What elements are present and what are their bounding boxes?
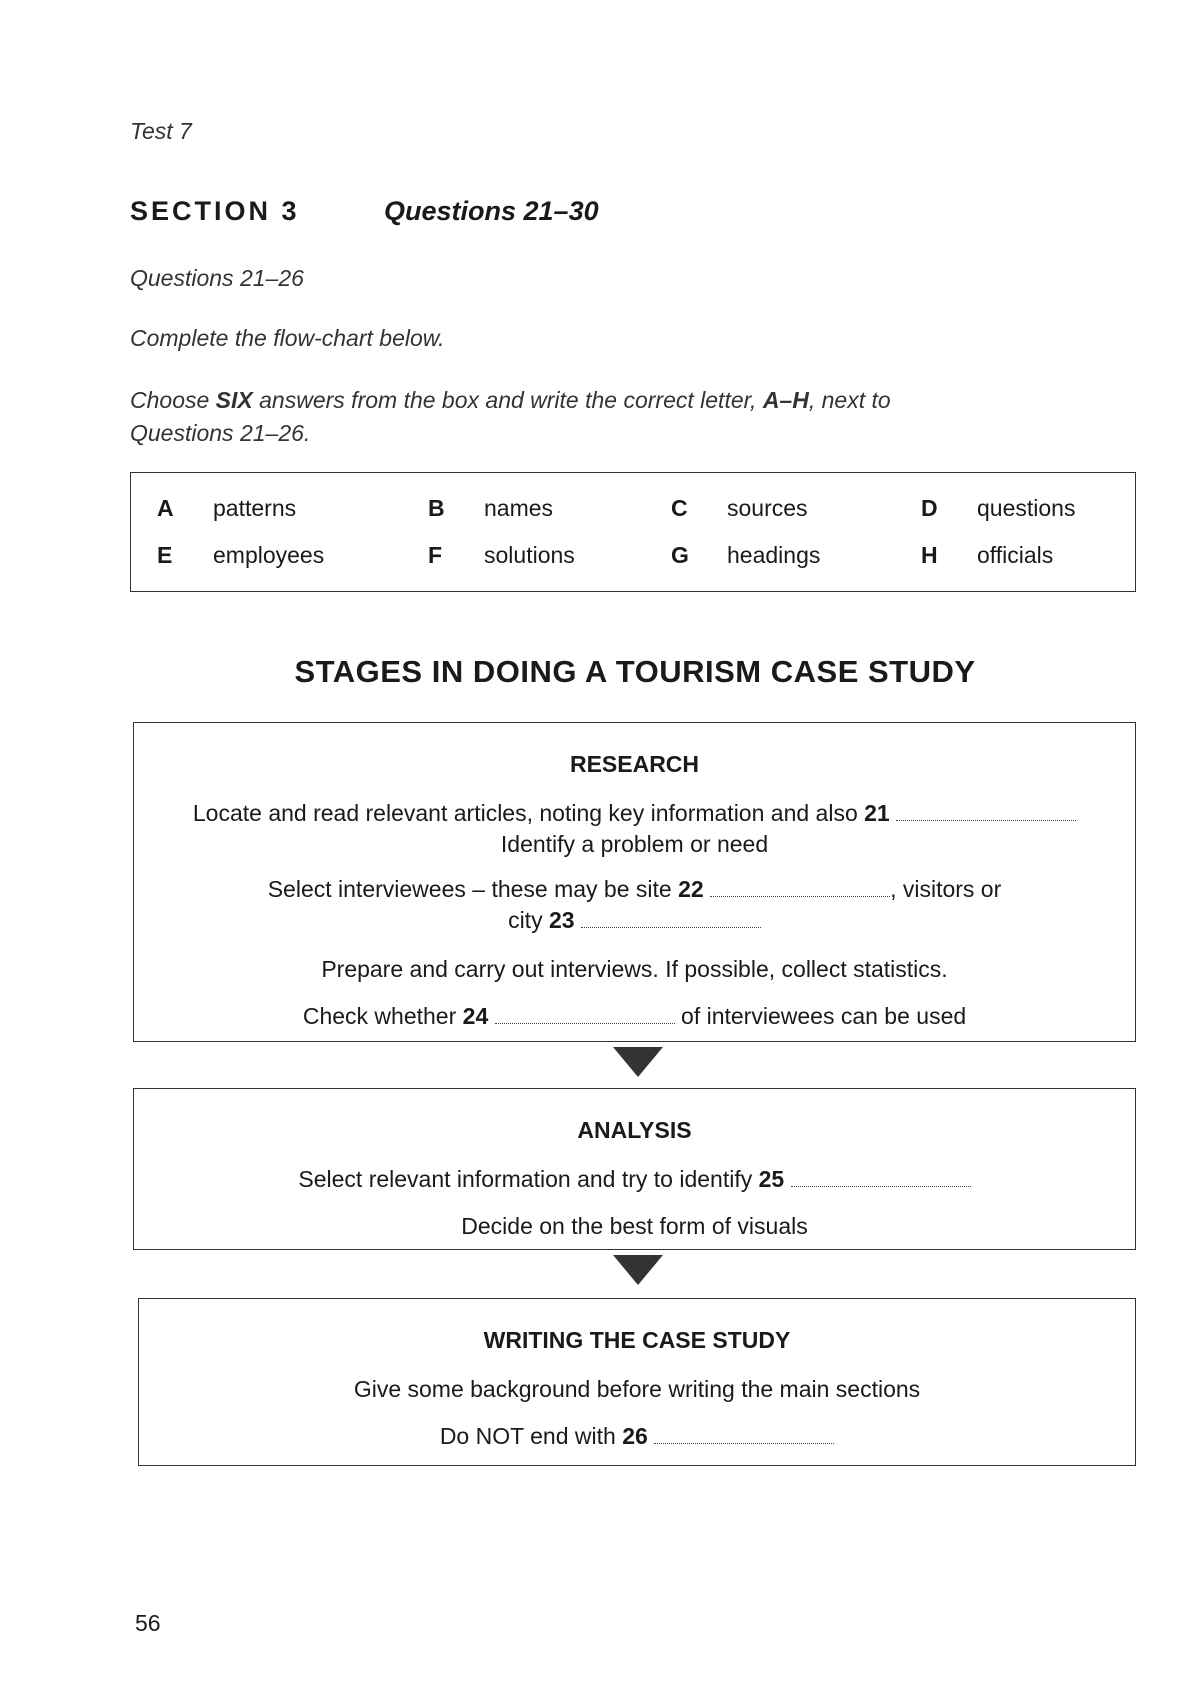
line-text: Select relevant information and try to identify bbox=[298, 1166, 759, 1192]
choice-word: headings bbox=[727, 542, 821, 568]
page-number: 56 bbox=[135, 1610, 161, 1636]
answer-blank[interactable] bbox=[791, 1168, 971, 1187]
analysis-line-2: Decide on the best form of visuals bbox=[461, 1213, 808, 1239]
choose-pre: Choose bbox=[130, 387, 216, 413]
choice-word: patterns bbox=[213, 495, 297, 521]
answer-blank[interactable] bbox=[495, 1005, 675, 1024]
answer-blank[interactable] bbox=[710, 878, 890, 897]
stage-research bbox=[133, 722, 1136, 1042]
flowchart-title: STAGES IN DOING A TOURISM CASE STUDY bbox=[294, 654, 976, 689]
stage-title: RESEARCH bbox=[569, 751, 700, 777]
test-label: Test 7 bbox=[130, 118, 192, 144]
question-number: 26 bbox=[622, 1423, 648, 1449]
question-number: 24 bbox=[462, 1003, 489, 1029]
sub-questions-label: Questions 21–26 bbox=[130, 265, 304, 291]
choice-letter: B bbox=[428, 495, 445, 521]
instruction-complete: Complete the flow-chart below. bbox=[130, 325, 445, 351]
research-line-3 bbox=[134, 876, 1135, 903]
line-text: of interviewees can be used bbox=[674, 1003, 967, 1029]
line-text: Do NOT end with bbox=[439, 1423, 623, 1449]
answer-blank[interactable] bbox=[654, 1425, 834, 1444]
choice-word: solutions bbox=[484, 542, 575, 568]
research-line-5: Prepare and carry out interviews. If possible, collect statistics. bbox=[321, 956, 948, 982]
choice-word: sources bbox=[727, 495, 808, 521]
choose-line2: Questions 21–26. bbox=[130, 420, 311, 446]
research-line-6 bbox=[134, 1003, 1135, 1030]
stage-title: ANALYSIS bbox=[577, 1117, 692, 1143]
choice-letter: G bbox=[671, 542, 689, 568]
choice-letter: C bbox=[671, 495, 688, 521]
research-line-4 bbox=[134, 907, 1135, 934]
research-line-2: Identify a problem or need bbox=[500, 831, 769, 857]
instruction-choose bbox=[130, 384, 1130, 450]
section-heading: SECTION 3 bbox=[130, 196, 300, 226]
choose-mid: answers from the box and write the correct letter, bbox=[252, 387, 763, 413]
question-number: 25 bbox=[758, 1166, 785, 1192]
analysis-line-1 bbox=[134, 1166, 1135, 1193]
choice-letter: H bbox=[921, 542, 938, 568]
flow-arrow-down-icon bbox=[613, 1047, 663, 1077]
choice-word: names bbox=[484, 495, 554, 521]
answer-choices-box bbox=[130, 472, 1136, 592]
choose-post: , next to bbox=[808, 387, 891, 413]
choose-six: SIX bbox=[215, 387, 253, 413]
question-number: 21 bbox=[864, 800, 890, 826]
answer-blank[interactable] bbox=[581, 909, 761, 928]
writing-line-1: Give some background before writing the main sections bbox=[353, 1376, 921, 1402]
line-text: Select interviewees – these may be site bbox=[267, 876, 679, 902]
question-number: 23 bbox=[548, 907, 575, 933]
choice-letter: F bbox=[428, 542, 443, 568]
writing-line-2 bbox=[139, 1423, 1135, 1450]
line-text: city bbox=[508, 907, 549, 933]
research-line-1 bbox=[134, 800, 1135, 827]
choice-letter: E bbox=[157, 542, 173, 568]
choice-letter: D bbox=[921, 495, 938, 521]
line-text: Check whether bbox=[302, 1003, 463, 1029]
choice-letter: A bbox=[157, 495, 174, 521]
choice-word: employees bbox=[213, 542, 325, 568]
line-text: Locate and read relevant articles, noting key information and also bbox=[192, 800, 865, 826]
flow-arrow-down-icon bbox=[613, 1255, 663, 1285]
section-questions: Questions 21–30 bbox=[384, 196, 599, 226]
choice-word: questions bbox=[977, 495, 1076, 521]
line-text: , visitors or bbox=[890, 876, 1002, 902]
question-number: 22 bbox=[678, 876, 704, 902]
answer-blank[interactable] bbox=[896, 802, 1076, 821]
stage-analysis bbox=[133, 1088, 1136, 1250]
choose-range: A–H bbox=[762, 387, 809, 413]
stage-title: WRITING THE CASE STUDY bbox=[483, 1327, 791, 1353]
stage-writing bbox=[138, 1298, 1136, 1466]
choice-word: officials bbox=[977, 542, 1054, 568]
